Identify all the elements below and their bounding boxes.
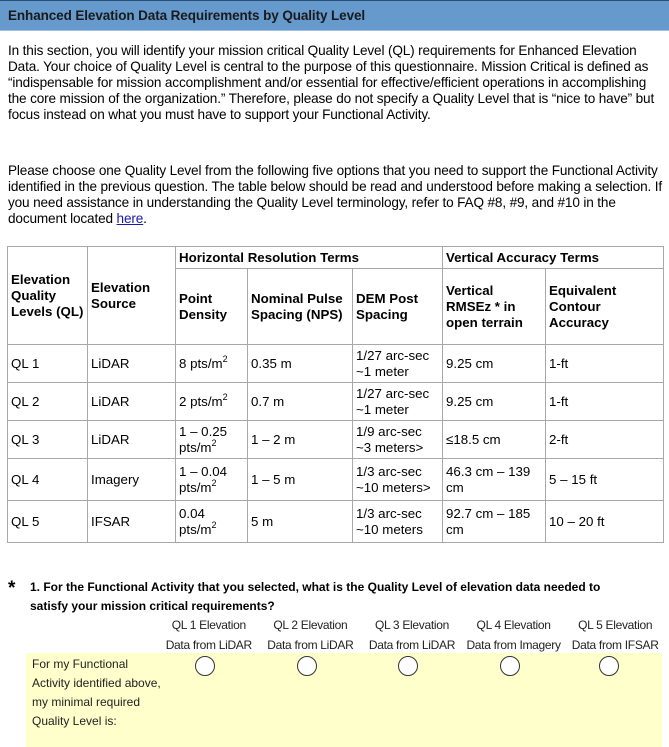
question-text-line1: 1. For the Functional Activity that you selected, what is the Quality Level of elevation data needed to bbox=[30, 580, 601, 594]
cell-contour: 1-ft bbox=[546, 383, 664, 421]
cell-rmse: 46.3 cm – 139 cm bbox=[443, 459, 546, 501]
radio-ql2[interactable] bbox=[297, 656, 317, 676]
cell-nps: 5 m bbox=[248, 501, 353, 543]
cell-rmse: 92.7 cm – 185 cm bbox=[443, 501, 546, 543]
radio-ql5[interactable] bbox=[599, 656, 619, 676]
column-header-ql2: QL 2 Elevation Data from LiDAR bbox=[267, 618, 354, 652]
cell-density: 1 – 0.04 pts/$m^2$ bbox=[176, 459, 248, 501]
cell-ql: QL 4 bbox=[8, 459, 88, 501]
cell-ql: QL 1 bbox=[8, 345, 88, 383]
cell-contour: 2-ft bbox=[546, 421, 664, 459]
cell-dem: 1/9 arc-sec ~3 meters> bbox=[353, 421, 443, 459]
header-dem: DEM Post Spacing bbox=[353, 269, 443, 345]
table-row bbox=[8, 459, 664, 501]
answer-row-label: For my Functional Activity identified above, my minimal required Quality Level is: bbox=[32, 657, 161, 728]
cell-rmse: 9.25 cm bbox=[443, 345, 546, 383]
header-contour: Equivalent Contour Accuracy bbox=[546, 269, 664, 345]
cell-nps: 1 – 5 m bbox=[248, 459, 353, 501]
table-row bbox=[8, 421, 664, 459]
cell-nps: 0.35 m bbox=[248, 345, 353, 383]
cell-density: 0.04 pts/$m^2$ bbox=[176, 501, 248, 543]
cell-contour: 1-ft bbox=[546, 345, 664, 383]
cell-dem: 1/3 arc-sec ~10 meters> bbox=[353, 459, 443, 501]
header-rmse: Vertical RMSEz * in open terrain bbox=[443, 269, 546, 345]
group-header-horizontal: Horizontal Resolution Terms bbox=[176, 247, 443, 269]
column-header-ql1: QL 1 Elevation Data from LiDAR bbox=[165, 618, 252, 652]
cell-dem: 1/3 arc-sec ~10 meters bbox=[353, 501, 443, 543]
section-title: Enhanced Elevation Data Requirements by Quality Level bbox=[8, 8, 366, 23]
radio-ql4[interactable] bbox=[500, 656, 520, 676]
cell-contour: 5 – 15 ft bbox=[546, 459, 664, 501]
question-1 bbox=[8, 578, 658, 616]
table-row bbox=[8, 383, 664, 421]
intro-paragraph-2 bbox=[8, 163, 664, 227]
cell-source: IFSAR bbox=[88, 501, 176, 543]
cell-nps: 1 – 2 m bbox=[248, 421, 353, 459]
radio-ql3[interactable] bbox=[398, 656, 418, 676]
header-source: Elevation Source bbox=[88, 247, 176, 345]
cell-dem: 1/27 arc-sec ~1 meter bbox=[353, 383, 443, 421]
cell-source: Imagery bbox=[88, 459, 176, 501]
quality-level-table bbox=[7, 246, 664, 543]
cell-source: LiDAR bbox=[88, 383, 176, 421]
cell-source: LiDAR bbox=[88, 421, 176, 459]
cell-ql: QL 2 bbox=[8, 383, 88, 421]
cell-density: 2 pts/$m^2$ bbox=[176, 383, 248, 421]
cell-source: LiDAR bbox=[88, 345, 176, 383]
answer-row bbox=[26, 653, 662, 747]
question-text-line2: satisfy your mission critical requirements? bbox=[30, 599, 275, 613]
cell-density: 8 pts/$m^2$ bbox=[176, 345, 248, 383]
intro-paragraph-2-end: . bbox=[143, 211, 147, 226]
table-row bbox=[8, 345, 664, 383]
header-point-density: Point Density bbox=[176, 269, 248, 345]
intro-paragraph-2-text: Please choose one Quality Level from the following five options that you need to support the Functional Activity identified in the previous question. The table below should be read and understood before making a selection. If you need assistance in understanding the Quality Level terminology, refer to FAQ #8, #9, and #10 in the document located bbox=[8, 163, 663, 226]
required-asterisk-icon: * bbox=[8, 578, 16, 599]
cell-nps: 0.7 m bbox=[248, 383, 353, 421]
cell-ql: QL 5 bbox=[8, 501, 88, 543]
table-row bbox=[8, 501, 664, 543]
section-header-bar bbox=[0, 0, 669, 31]
cell-density: 1 – 0.25 pts/$m^2$ bbox=[176, 421, 248, 459]
answer-column-headers bbox=[158, 615, 666, 655]
column-header-ql3: QL 3 Elevation Data from LiDAR bbox=[368, 618, 456, 652]
intro-paragraph-1: In this section, you will identify your mission critical Quality Level (QL) requirements for Enhanced Elevation Data. Your choice of Quality Level is central to the purpose of this questionnaire. Mission Critical is defined as “indispensable for mission accomplishment and/or essential for effective/efficient operations in accomplishing the core mission of the organization.” Therefore, please do not specify a Quality Level that is “nice to have” but focus instead on what you must have to support your Functional Activity. bbox=[8, 43, 655, 122]
column-header-ql4: QL 4 Elevation Data from Imagery bbox=[466, 618, 561, 652]
cell-contour: 10 – 20 ft bbox=[546, 501, 664, 543]
group-header-vertical: Vertical Accuracy Terms bbox=[443, 247, 664, 269]
faq-document-link[interactable]: here bbox=[116, 211, 144, 226]
header-ql: Elevation Quality Levels (QL) bbox=[8, 247, 88, 345]
cell-ql: QL 3 bbox=[8, 421, 88, 459]
cell-rmse: ≤18.5 cm bbox=[443, 421, 546, 459]
cell-dem: 1/27 arc-sec ~1 meter bbox=[353, 345, 443, 383]
header-nps: Nominal Pulse Spacing (NPS) bbox=[248, 269, 353, 345]
column-header-ql5: QL 5 Elevation Data from IFSAR bbox=[571, 618, 659, 652]
radio-ql1[interactable] bbox=[195, 656, 215, 676]
cell-rmse: 9.25 cm bbox=[443, 383, 546, 421]
